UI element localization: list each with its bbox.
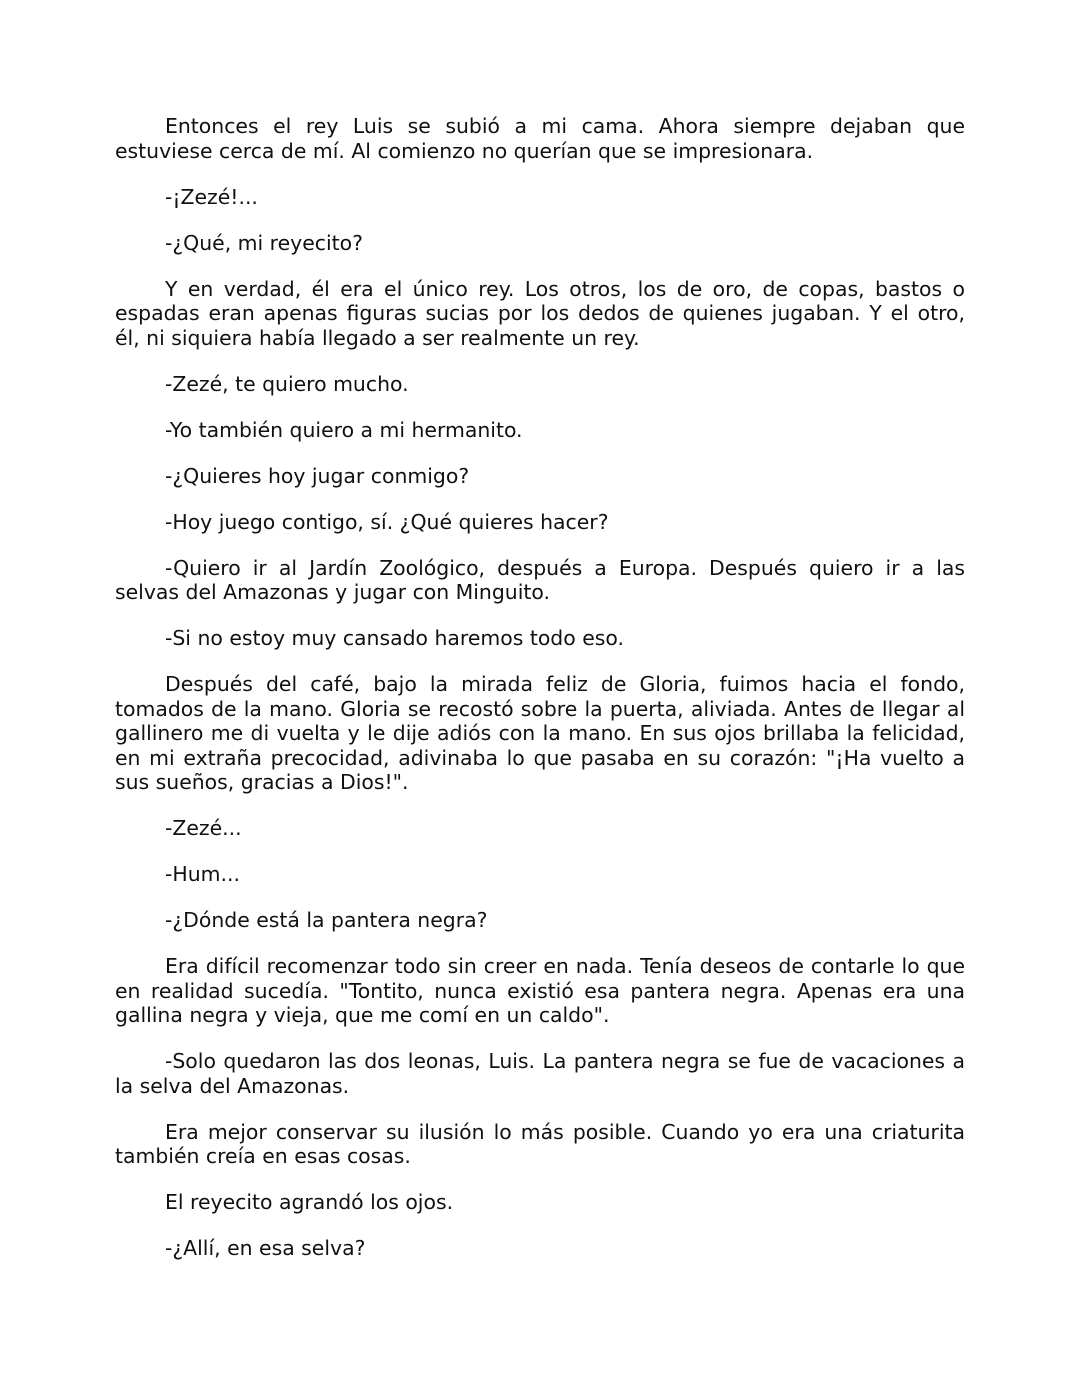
paragraph-dialogue: -Si no estoy muy cansado haremos todo eso.: [165, 626, 624, 650]
paragraph-narration: Y en verdad, él era el único rey. Los otros, los de oro, de copas, bastos o espadas eran apenas figuras sucias por los dedos de quienes jugaban. Y el otro, él, ni siquiera había llegado a ser realmente un rey.: [115, 276, 965, 350]
paragraph-narration: Entonces el rey Luis se subió a mi cama. Ahora siempre dejaban que estuviese cerca de mí. Al comienzo no querían que se impresionara.: [115, 114, 965, 163]
paragraph-dialogue: -¿Allí, en esa selva?: [165, 1236, 366, 1260]
paragraph-dialogue: -Solo quedaron las dos leonas, Luis. La pantera negra se fue de vacaciones a la selva del Amazonas.: [115, 1049, 965, 1098]
paragraph-dialogue: -Zezé...: [165, 816, 242, 840]
paragraph-dialogue: -Yo también quiero a mi hermanito.: [165, 417, 523, 442]
paragraph-dialogue: -¿Dónde está la pantera negra?: [165, 908, 488, 932]
paragraph-narration: Era difícil recomenzar todo sin creer en nada. Tenía deseos de contarle lo que en realidad sucedía. "Tontito, nunca existió esa pantera negra. Apenas era una gallina negra y vieja, que me comí en un caldo".: [115, 954, 965, 1027]
paragraph-narration: Después del café, bajo la mirada feliz de Gloria, fuimos hacia el fondo, tomados de la mano. Gloria se recostó sobre la puerta, aliviada. Antes de llegar al gallinero me di vuelta y le dije adiós con la mano. En sus ojos brillaba la felicidad, en mi extraña precocidad, adivinaba lo que pasaba en su corazón: "¡Ha vuelto a sus sueños, gracias a Dios!".: [115, 672, 965, 794]
paragraph-dialogue: -¡Zezé!...: [165, 184, 258, 209]
paragraph-dialogue: -¿Quieres hoy jugar conmigo?: [165, 463, 470, 488]
paragraph-dialogue: -Hoy juego contigo, sí. ¿Qué quieres hacer?: [165, 509, 609, 534]
paragraph-narration: Era mejor conservar su ilusión lo más posible. Cuando yo era una criaturita también creía en esas cosas.: [115, 1119, 965, 1168]
paragraph-dialogue: -Zezé, te quiero mucho.: [165, 371, 409, 396]
paragraph-narration: El reyecito agrandó los ojos.: [165, 1190, 454, 1214]
paragraph-dialogue: -Hum...: [165, 862, 240, 886]
paragraph-dialogue: -¿Qué, mi reyecito?: [165, 230, 363, 255]
document-page: [115, 114, 965, 1282]
paragraph-dialogue: -Quiero ir al Jardín Zoológico, después a Europa. Después quiero ir a las selvas del Amazonas y jugar con Minguito.: [115, 555, 965, 604]
